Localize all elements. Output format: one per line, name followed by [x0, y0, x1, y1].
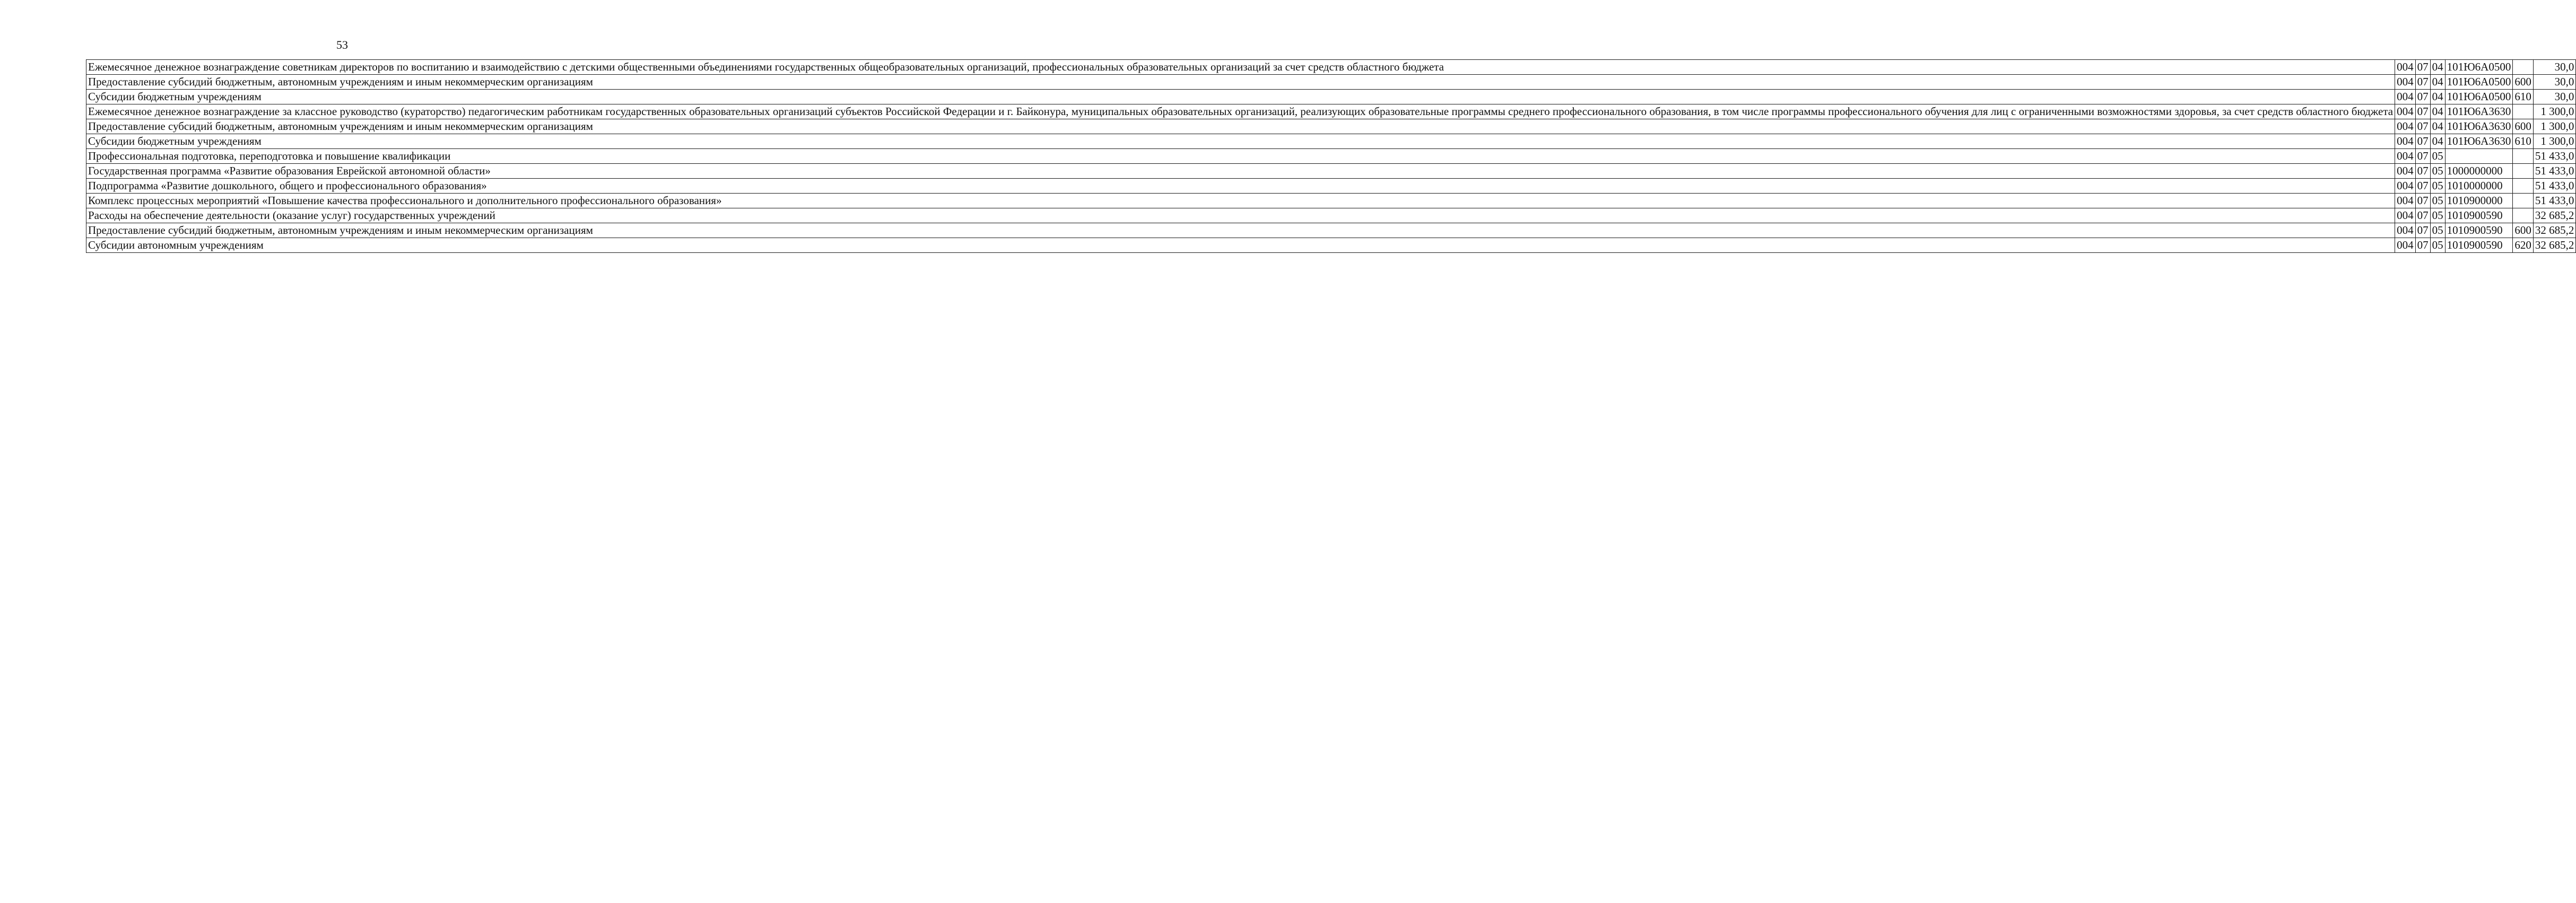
rz-cell: 07 [2415, 119, 2430, 134]
table-row [86, 60, 2576, 75]
ved-cell: 004 [2395, 60, 2416, 75]
row-name: Государственная программа «Развитие образования Еврейской автономной области» [88, 164, 491, 177]
csr-cell: 101Ю6А3630 [2445, 104, 2513, 119]
row-name-cell [86, 164, 2395, 179]
table-row [86, 90, 2576, 104]
row-name: Субсидии бюджетным учреждениям [88, 135, 262, 147]
sum-cell: 51 433,0 [2533, 164, 2576, 179]
row-name-cell [86, 149, 2395, 164]
row-name: Расходы на обеспечение деятельности (оказание услуг) государственных учреждений [88, 209, 495, 222]
row-name: Профессиональная подготовка, переподготовка и повышение квалификации [88, 150, 451, 162]
csr-cell: 101Ю6А0500 [2445, 90, 2513, 104]
row-name-cell [86, 179, 2395, 194]
row-name: Ежемесячное денежное вознаграждение советникам директоров по воспитанию и взаимодействию с детскими общественными объединениями государственных общеобразовательных организаций, профессиональных образовательных организаций за счет средств областного бюджета [88, 60, 1444, 73]
pr-cell: 04 [2430, 134, 2445, 149]
ved-cell: 004 [2395, 194, 2416, 208]
vr-cell: 600 [2513, 119, 2534, 134]
budget-table [86, 59, 2576, 253]
pr-cell: 04 [2430, 60, 2445, 75]
sum-cell: 51 433,0 [2533, 194, 2576, 208]
row-name-cell [86, 104, 2395, 119]
sum-cell: 32 685,2 [2533, 223, 2576, 238]
ved-cell: 004 [2395, 223, 2416, 238]
csr-cell: 1010900000 [2445, 194, 2513, 208]
row-name-cell [86, 75, 2395, 90]
table-row [86, 134, 2576, 149]
rz-cell: 07 [2415, 164, 2430, 179]
vr-cell: 620 [2513, 238, 2534, 253]
csr-cell: 1000000000 [2445, 164, 2513, 179]
rz-cell: 07 [2415, 134, 2430, 149]
sum-cell: 1 300,0 [2533, 104, 2576, 119]
pr-cell: 04 [2430, 104, 2445, 119]
ved-cell: 004 [2395, 104, 2416, 119]
row-name: Подпрограмма «Развитие дошкольного, общего и профессионального образования» [88, 179, 487, 192]
sum-cell: 32 685,2 [2533, 238, 2576, 253]
table-row [86, 119, 2576, 134]
csr-cell: 1010900590 [2445, 208, 2513, 223]
row-name-cell [86, 194, 2395, 208]
table-row [86, 179, 2576, 194]
table-row [86, 208, 2576, 223]
table-row [86, 164, 2576, 179]
row-name-cell [86, 60, 2395, 75]
row-name: Ежемесячное денежное вознаграждение за классное руководство (кураторство) педагогическим работникам государственных образовательных организаций субъектов Российской Федерации и г. Байконура, муниципальных образовательных организаций, реализующих образовательные программы среднего профессионального образования, в том числе программы профессионального обучения для лиц с ограниченными возможностями здоровья, за счет средств областного бюджета [88, 105, 2394, 118]
vr-cell [2513, 194, 2534, 208]
ved-cell: 004 [2395, 75, 2416, 90]
table-row [86, 223, 2576, 238]
ved-cell: 004 [2395, 164, 2416, 179]
row-name: Предоставление субсидий бюджетным, автономным учреждениям и иным некоммерческим организациям [88, 75, 593, 88]
sum-cell: 1 300,0 [2533, 134, 2576, 149]
pr-cell: 04 [2430, 90, 2445, 104]
pr-cell: 05 [2430, 164, 2445, 179]
sum-cell: 32 685,2 [2533, 208, 2576, 223]
csr-cell: 101Ю6А0500 [2445, 60, 2513, 75]
rz-cell: 07 [2415, 238, 2430, 253]
table-row [86, 194, 2576, 208]
pr-cell: 05 [2430, 194, 2445, 208]
rz-cell: 07 [2415, 104, 2430, 119]
pr-cell: 04 [2430, 75, 2445, 90]
csr-cell: 101Ю6А0500 [2445, 75, 2513, 90]
rz-cell: 07 [2415, 149, 2430, 164]
csr-cell: 101Ю6А3630 [2445, 134, 2513, 149]
ved-cell: 004 [2395, 208, 2416, 223]
pr-cell: 05 [2430, 149, 2445, 164]
vr-cell: 610 [2513, 134, 2534, 149]
sum-cell: 30,0 [2533, 60, 2576, 75]
row-name-cell [86, 223, 2395, 238]
csr-cell: 1010900590 [2445, 223, 2513, 238]
csr-cell [2445, 149, 2513, 164]
vr-cell [2513, 164, 2534, 179]
sum-cell: 1 300,0 [2533, 119, 2576, 134]
ved-cell: 004 [2395, 119, 2416, 134]
vr-cell: 610 [2513, 90, 2534, 104]
row-name-cell [86, 90, 2395, 104]
row-name-cell [86, 134, 2395, 149]
page-number: 53 [336, 38, 348, 51]
ved-cell: 004 [2395, 179, 2416, 194]
sum-cell: 51 433,0 [2533, 179, 2576, 194]
rz-cell: 07 [2415, 90, 2430, 104]
row-name: Предоставление субсидий бюджетным, автономным учреждениям и иным некоммерческим организациям [88, 120, 593, 133]
row-name: Предоставление субсидий бюджетным, автономным учреждениям и иным некоммерческим организациям [88, 224, 593, 236]
ved-cell: 004 [2395, 238, 2416, 253]
vr-cell: 600 [2513, 75, 2534, 90]
rz-cell: 07 [2415, 179, 2430, 194]
table-row [86, 149, 2576, 164]
sum-cell: 30,0 [2533, 75, 2576, 90]
ved-cell: 004 [2395, 90, 2416, 104]
ved-cell: 004 [2395, 134, 2416, 149]
vr-cell [2513, 208, 2534, 223]
csr-cell: 1010000000 [2445, 179, 2513, 194]
row-name-cell [86, 119, 2395, 134]
row-name-cell [86, 208, 2395, 223]
pr-cell: 05 [2430, 179, 2445, 194]
pr-cell: 05 [2430, 208, 2445, 223]
vr-cell [2513, 104, 2534, 119]
row-name: Комплекс процессных мероприятий «Повышение качества профессионального и дополнительного профессионального образования» [88, 194, 722, 207]
table-row [86, 104, 2576, 119]
pr-cell: 05 [2430, 238, 2445, 253]
table-row [86, 238, 2576, 253]
vr-cell [2513, 179, 2534, 194]
pr-cell: 05 [2430, 223, 2445, 238]
rz-cell: 07 [2415, 60, 2430, 75]
sum-cell: 51 433,0 [2533, 149, 2576, 164]
vr-cell: 600 [2513, 223, 2534, 238]
vr-cell [2513, 60, 2534, 75]
rz-cell: 07 [2415, 223, 2430, 238]
csr-cell: 101Ю6А3630 [2445, 119, 2513, 134]
rz-cell: 07 [2415, 75, 2430, 90]
csr-cell: 1010900590 [2445, 238, 2513, 253]
table-row [86, 75, 2576, 90]
row-name-cell [86, 238, 2395, 253]
budget-table-body [86, 60, 2576, 253]
rz-cell: 07 [2415, 194, 2430, 208]
rz-cell: 07 [2415, 208, 2430, 223]
vr-cell [2513, 149, 2534, 164]
pr-cell: 04 [2430, 119, 2445, 134]
row-name: Субсидии автономным учреждениям [88, 239, 264, 251]
sum-cell: 30,0 [2533, 90, 2576, 104]
row-name: Субсидии бюджетным учреждениям [88, 90, 262, 103]
ved-cell: 004 [2395, 149, 2416, 164]
